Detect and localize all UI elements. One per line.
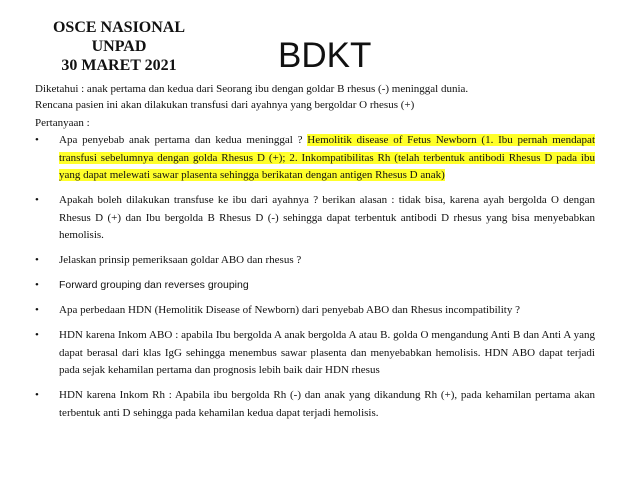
question-item-1 [35, 132, 595, 185]
questions-label: Pertanyaan : [35, 117, 90, 129]
bullet-icon: • [35, 389, 39, 401]
question-list [35, 132, 595, 430]
question-text: Jelaskan prinsip pemeriksaan goldar ABO dan rhesus ? [59, 254, 302, 266]
bullet-icon: • [35, 134, 39, 146]
header-line-osce: OSCE NASIONAL [52, 19, 186, 36]
bullet-icon: • [35, 329, 39, 341]
bullet-icon: • [35, 279, 39, 291]
bullet-icon: • [35, 304, 39, 316]
question-item-2 [35, 192, 595, 245]
header-line-date: 30 MARET 2021 [61, 57, 177, 74]
question-item-7 [35, 387, 595, 422]
bullet-icon: • [35, 254, 39, 266]
highlighted-answer: Hemolitik disease of Fetus Newborn (1. Ibu pernah mendapat transfusi sebelumnya dengan golda Rhesus D (+); 2. Inkompatibilitas Rh (telah terbentuk antibodi Rhesus D pada ibu yang dapat melewati sawar plasenta sehingga berikatan dengan antigen Rhesus D anak) [59, 134, 595, 181]
question-text: Apa penyebab anak pertama dan kedua meninggal ? [59, 134, 308, 146]
intro-line-2: Rencana pasien ini akan dilakukan transfusi dari ayahnya yang bergoldar O rhesus (+) [35, 98, 415, 111]
question-item-5 [35, 302, 595, 320]
question-item-3 [35, 252, 595, 270]
question-text: Apa perbedaan HDN (Hemolitik Disease of Newborn) dari penyebab ABO dan Rhesus incompatibility ? [59, 304, 520, 316]
question-text: Forward grouping dan reverses grouping [59, 279, 249, 291]
question-text: HDN karena Inkom ABO : apabila Ibu bergolda A anak bergolda A atau B. golda O mengandung Anti B dan Anti A yang dapat berasal dari klas IgG sehingga menembus sawar plasenta dan menyebabkan hemolisis. HDN ABO dapat terjadi pada sejak kehamilan pertama dan prognosis lebih baik dair HDN rhesus [59, 329, 595, 376]
bullet-icon: • [35, 194, 39, 206]
question-text: Apakah boleh dilakukan transfuse ke ibu dari ayahnya ? berikan alasan : tidak bisa, karena ayah bergolda O dengan Rhesus D (+) dan Ibu bergolda B Rhesus D (-) sehingga dapat terbentuk antibodi D rhesus yang bisa menyebabkan hemolisis. [59, 194, 595, 241]
slide-title: BDKT [278, 36, 372, 75]
intro-line-1: Diketahui : anak pertama dan kedua dari Seorang ibu dengan goldar B rhesus (-) meninggal dunia. [35, 83, 469, 95]
question-item-4 [35, 277, 595, 295]
header-line-unpad: UNPAD [91, 38, 147, 55]
question-item-6 [35, 327, 595, 380]
slide-header [20, 18, 218, 75]
case-intro [35, 82, 468, 113]
question-text: HDN karena Inkom Rh : Apabila ibu bergolda Rh (-) dan anak yang dikandung Rh (+), pada kehamilan pertama akan terbentuk anti D sehingga pada kehamilan kedua dapat terjadi hemolisis. [59, 389, 595, 419]
